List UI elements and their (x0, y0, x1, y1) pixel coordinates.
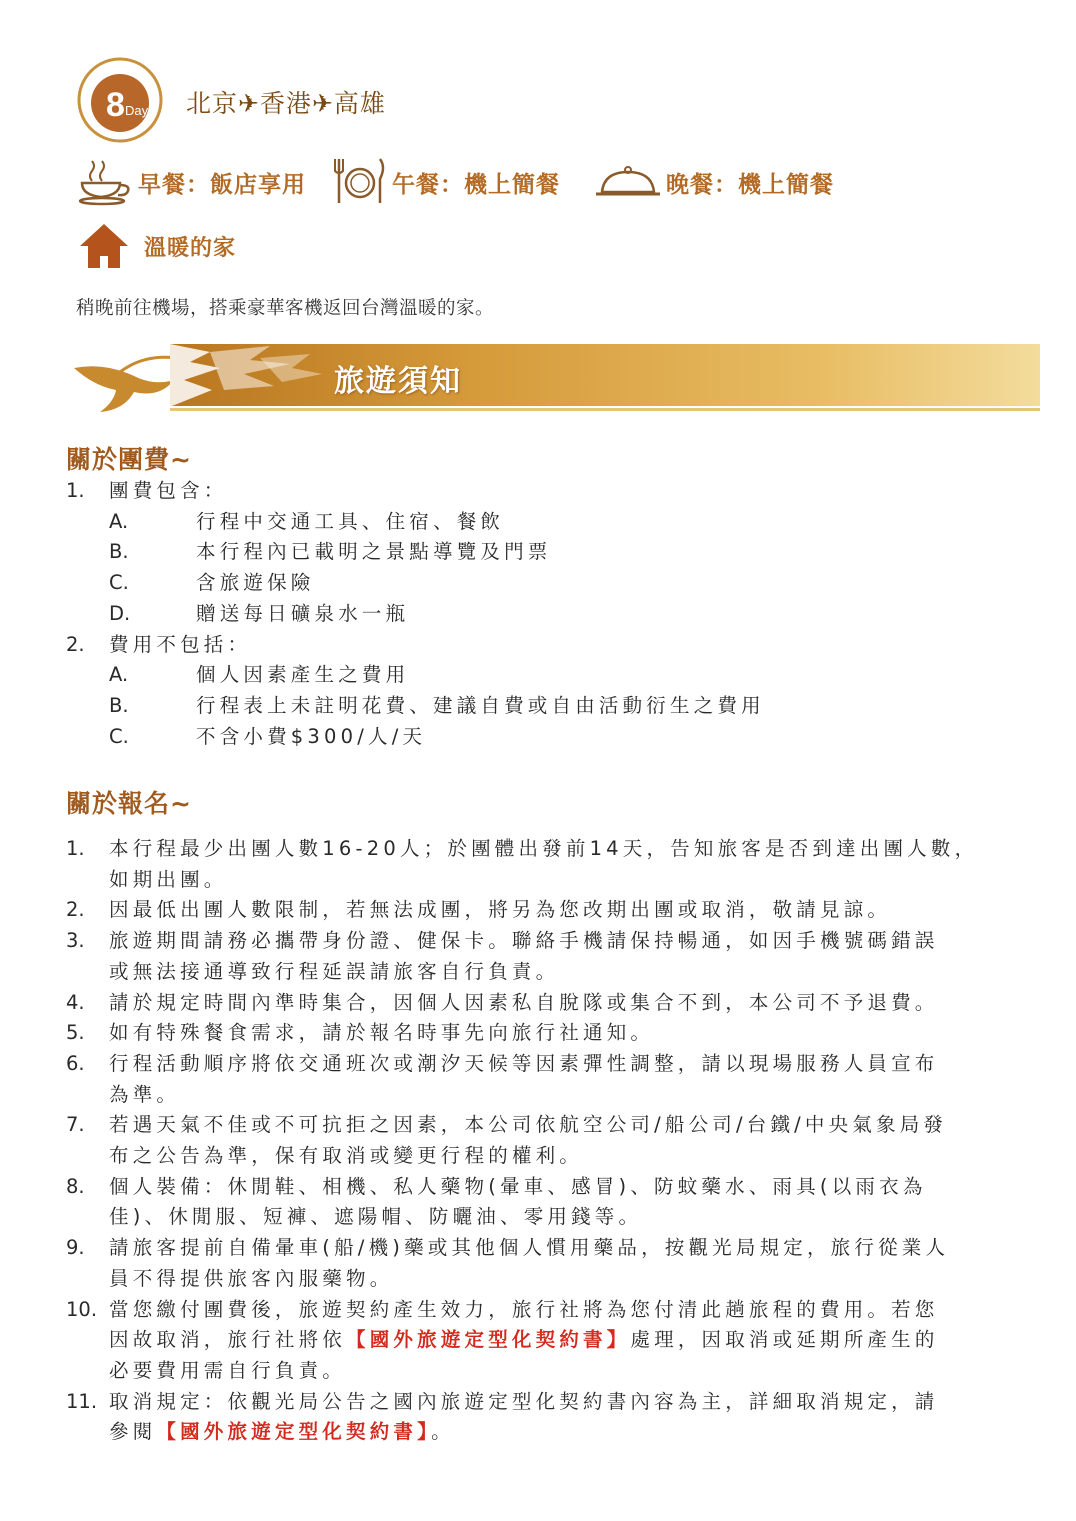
crane-logo-icon (74, 357, 176, 412)
list-item: 5. 如有特殊餐食需求，請於報名時事先向旅行社通知。 (66, 1021, 655, 1045)
day-number: 8 (106, 86, 125, 124)
cloche-icon (594, 162, 662, 202)
day-route: 北京✈香港✈高雄 (186, 89, 386, 118)
house-icon (78, 222, 130, 270)
plate-cutlery-icon (332, 155, 388, 209)
day-badge-icon (76, 56, 164, 144)
breakfast (78, 152, 306, 212)
dinner (594, 152, 834, 212)
lunch (332, 152, 560, 212)
list-item: B. 本行程內已載明之景點導覽及門票 (109, 540, 552, 564)
list-item: 1. 團費包含： (66, 479, 228, 502)
dinner-text: 晚餐：機上簡餐 (666, 171, 834, 198)
list-item: 4. 請於規定時間內準時集合，因個人因素私自脫隊或集合不到，本公司不予退費。 (66, 990, 939, 1014)
fees-list (66, 476, 1006, 752)
banner-title: 旅遊須知 (334, 364, 462, 399)
list-item: 2. 費用不包括： (66, 632, 252, 656)
day-description: 稍晚前往機場，搭乘豪華客機返回台灣溫暖的家。 (76, 298, 495, 319)
list-item: 9. 請旅客提前自備暈車(船/機)藥或其他個人慣用藥品，按觀光局規定，旅行從業人 員不得提供旅客內服藥物。 (66, 1236, 950, 1290)
list-item: 1. 本行程最少出團人數16-20人；於團體出發前14天，告知旅客是否到達出團人數， 如期出團。 (66, 837, 979, 891)
list-item: B. 行程表上未註明花費、建議自費或自由活動衍生之費用 (109, 693, 765, 717)
signup-list (66, 834, 1006, 1448)
fees-heading: 關於團費~ (66, 445, 192, 474)
list-item: C. 含旅遊保險 (109, 571, 315, 595)
list-item: 6. 行程活動順序將依交通班次或潮汐天候等因素彈性調整，請以現場服務人員宣布 為準。 (66, 1051, 939, 1106)
list-item: A. 個人因素產生之費用 (109, 663, 410, 687)
hotel-row (78, 222, 236, 270)
lunch-text: 午餐：機上簡餐 (392, 171, 560, 198)
list-item: 11. 取消規定：依觀光局公告之國內旅遊定型化契約書內容為主，詳細取消規定，請 參閱【國外旅遊定型化契約書】。 (66, 1389, 939, 1444)
contract-link: 【國外旅遊定型化契約書】 (156, 1420, 432, 1444)
list-item: 8. 個人裝備：休閒鞋、相機、私人藥物(暈車、感冒)、防蚊藥水、雨具(以雨衣為 佳)、休閒服、短褲、遮陽帽、防曬油、零用錢等。 (66, 1174, 927, 1229)
coffee-cup-icon (78, 157, 134, 207)
signup-heading: 關於報名~ (66, 789, 192, 818)
day-label: Day (125, 103, 149, 118)
list-item: 10. 當您繳付團費後，旅遊契約產生效力，旅行社將為您付清此趟旅程的費用。若您 因故取消，旅行社將依【國外旅遊定型化契約書】處理，因取消或延期所產生的 必要費用需自行負責。 (66, 1297, 939, 1382)
hotel-text: 溫暖的家 (144, 235, 237, 261)
contract-link: 【國外旅遊定型化契約書】 (346, 1328, 631, 1352)
list-item: 7. 若遇天氣不佳或不可抗拒之因素，本公司依航空公司/船公司/台鐵/中央氣象局發 布之公告為準，保有取消或變更行程的權利。 (66, 1113, 948, 1168)
list-item: A. 行程中交通工具、住宿、餐飲 (109, 509, 505, 533)
list-item: 3. 旅遊期間請務必攜帶身份證、健保卡。聯絡手機請保持暢通，如因手機號碼錯誤 或無法接通導致行程延誤請旅客自行負責。 (66, 929, 939, 983)
list-item: D. 贈送每日礦泉水一瓶 (109, 601, 410, 625)
section-banner (60, 338, 1040, 420)
list-item: C. 不含小費$300/人/天 (109, 724, 427, 748)
breakfast-text: 早餐：飯店享用 (138, 171, 306, 198)
meals-row (78, 152, 898, 212)
list-item: 2. 因最低出團人數限制，若無法成團，將另為您改期出團或取消，敬請見諒。 (66, 898, 892, 922)
